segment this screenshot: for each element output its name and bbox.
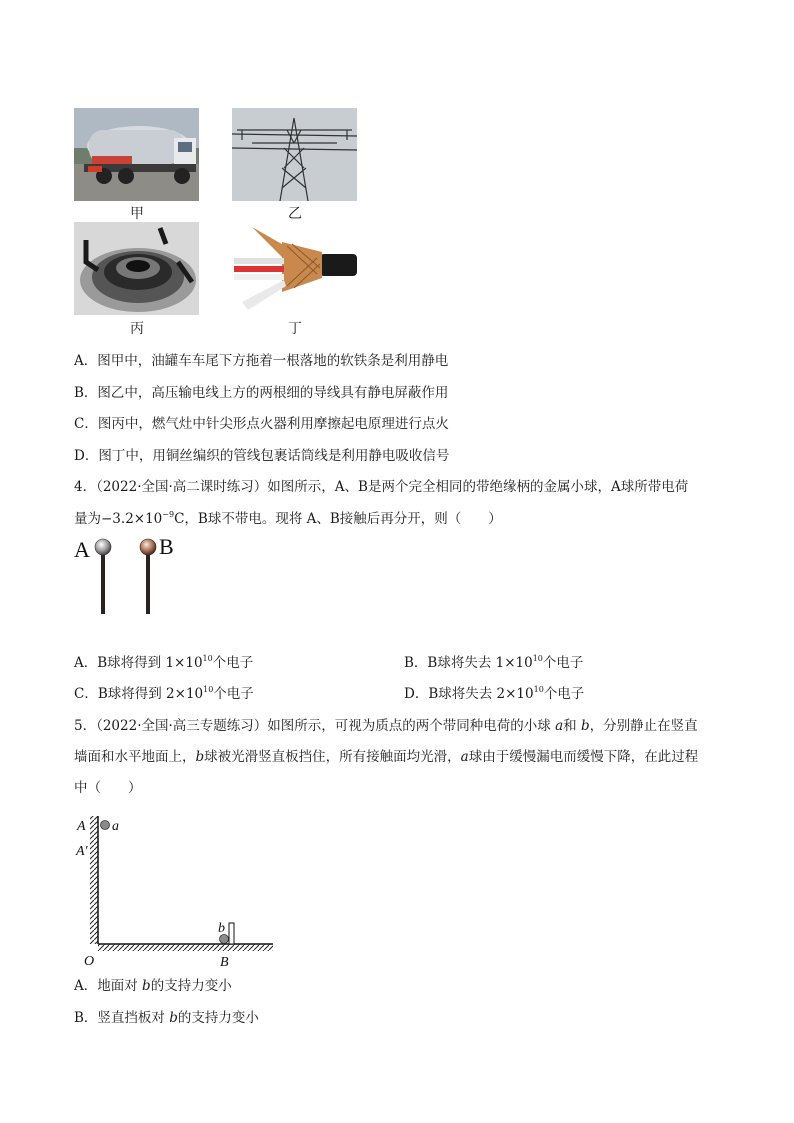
q5-stem-2e: 球由于缓慢漏电而缓慢下降，在此过程 bbox=[468, 749, 699, 765]
q5-opt-b-b: b bbox=[169, 1010, 178, 1026]
q4-option-a-base: A．B球将得到 1×10 bbox=[74, 655, 203, 671]
floor-hatch bbox=[98, 944, 273, 951]
q5-stem-line1 bbox=[74, 717, 698, 735]
q5-stem-1b: a bbox=[555, 718, 564, 734]
q4-option-b-base: B．B球将失去 1×10 bbox=[404, 655, 533, 671]
handle-b bbox=[146, 552, 150, 614]
wall-hatch bbox=[90, 816, 98, 944]
q3-option-b: B．图乙中，高压输电线上方的两根细的导线具有静电屏蔽作用 bbox=[74, 385, 449, 401]
q4-option-a-tail: 个电子 bbox=[212, 655, 254, 671]
q5-stem-1a: 5．（2022·全国·高三专题练习）如图所示，可视为质点的两个带同种电荷的小球 bbox=[74, 718, 556, 734]
q4-stem-rest: C，B球不带电。现将 A、B接触后再分开，则（ ） bbox=[174, 511, 502, 527]
q4-option-b bbox=[404, 654, 583, 672]
label-b: B bbox=[159, 534, 174, 559]
power-tower-illustration bbox=[232, 108, 357, 201]
photo-oil-tanker bbox=[74, 108, 199, 201]
q4-option-c bbox=[74, 685, 254, 703]
photo-gas-stove bbox=[74, 222, 199, 315]
q5-opt-b-pre: B．竖直挡板对 bbox=[74, 1010, 170, 1026]
sphere-a bbox=[95, 539, 111, 555]
q5-stem-line2 bbox=[74, 748, 698, 766]
label-a: A bbox=[74, 537, 90, 562]
q5-option-b bbox=[74, 1009, 259, 1027]
q5-stem-2d: a bbox=[460, 749, 469, 765]
q4-option-d bbox=[404, 685, 584, 703]
q5-stem-2b: b bbox=[195, 749, 205, 765]
q5-option-a bbox=[74, 977, 232, 995]
q4-option-b-tail: 个电子 bbox=[542, 655, 584, 671]
q5-opt-b-post: 的支持力变小 bbox=[177, 1010, 259, 1026]
label-a-ball: a bbox=[112, 819, 119, 834]
q4-option-b-exp: 10 bbox=[532, 654, 543, 663]
label-b-ball: b bbox=[218, 921, 225, 936]
q4-option-a bbox=[74, 654, 253, 672]
q5-wall-floor-diagram bbox=[74, 810, 279, 970]
oil-tanker-illustration bbox=[74, 108, 199, 201]
q5-stem-2c: 球被光滑竖直板挡住，所有接触面均光滑， bbox=[204, 749, 461, 765]
q5-stem-1c: 和 bbox=[563, 718, 581, 734]
sphere-b bbox=[140, 539, 156, 555]
q4-option-d-base: D．B球将失去 2×10 bbox=[404, 686, 534, 702]
q4-stem-line1: 4．（2022·全国·高二课时练习）如图所示，A、B是两个完全相同的带绝缘柄的金属小球，A球所带电荷 bbox=[74, 479, 689, 495]
gas-stove-illustration bbox=[74, 222, 199, 315]
q5-stem-1e: ，分别静止在竖直 bbox=[589, 718, 698, 734]
photo-power-tower bbox=[232, 108, 357, 201]
q4-option-d-exp: 10 bbox=[533, 685, 544, 694]
q4-option-c-base: C．B球将得到 2×10 bbox=[74, 686, 204, 702]
q5-stem-2a: 墙面和水平地面上， bbox=[74, 749, 196, 765]
label-O: O bbox=[84, 954, 95, 969]
q5-opt-a-post: 的支持力变小 bbox=[150, 978, 232, 994]
q4-option-d-tail: 个电子 bbox=[543, 686, 585, 702]
caption-yi: 乙 bbox=[288, 206, 302, 222]
q5-stem-1d: b bbox=[580, 718, 590, 734]
q3-option-c: C．图丙中，燃气灶中针尖形点火器利用摩擦起电原理进行点火 bbox=[74, 416, 449, 432]
handle-a bbox=[101, 552, 105, 614]
label-A: A bbox=[77, 819, 86, 834]
q4-option-c-tail: 个电子 bbox=[213, 686, 254, 702]
q3-option-a: A．图甲中，油罐车车尾下方拖着一根落地的软铁条是利用静电 bbox=[74, 353, 449, 369]
q3-option-d: D．图丁中，用铜丝编织的管线包裹话筒线是利用静电吸收信号 bbox=[74, 448, 450, 464]
q5-opt-a-b: b bbox=[142, 978, 151, 994]
q4-option-c-exp: 10 bbox=[203, 685, 214, 694]
q4-stem-line2 bbox=[74, 510, 502, 528]
q4-option-a-exp: 10 bbox=[202, 654, 213, 663]
q5-stem-line3: 中（ ） bbox=[74, 780, 142, 796]
caption-jia: 甲 bbox=[130, 206, 144, 222]
caption-ding: 丁 bbox=[288, 321, 302, 337]
caption-bing: 丙 bbox=[130, 321, 144, 337]
label-B: B bbox=[220, 955, 229, 970]
q4-two-spheres-diagram bbox=[74, 532, 184, 618]
q4-charge-base: 量为−3.2×10 bbox=[74, 511, 163, 527]
vertical-plate bbox=[229, 923, 234, 944]
shielded-cable-illustration bbox=[232, 222, 357, 315]
q4-charge-exp: −9 bbox=[162, 510, 175, 519]
photo-shielded-cable bbox=[232, 222, 357, 315]
label-A-prime: A′ bbox=[76, 844, 88, 859]
q5-opt-a-pre: A．地面对 bbox=[74, 978, 143, 994]
ball-a bbox=[101, 821, 110, 830]
